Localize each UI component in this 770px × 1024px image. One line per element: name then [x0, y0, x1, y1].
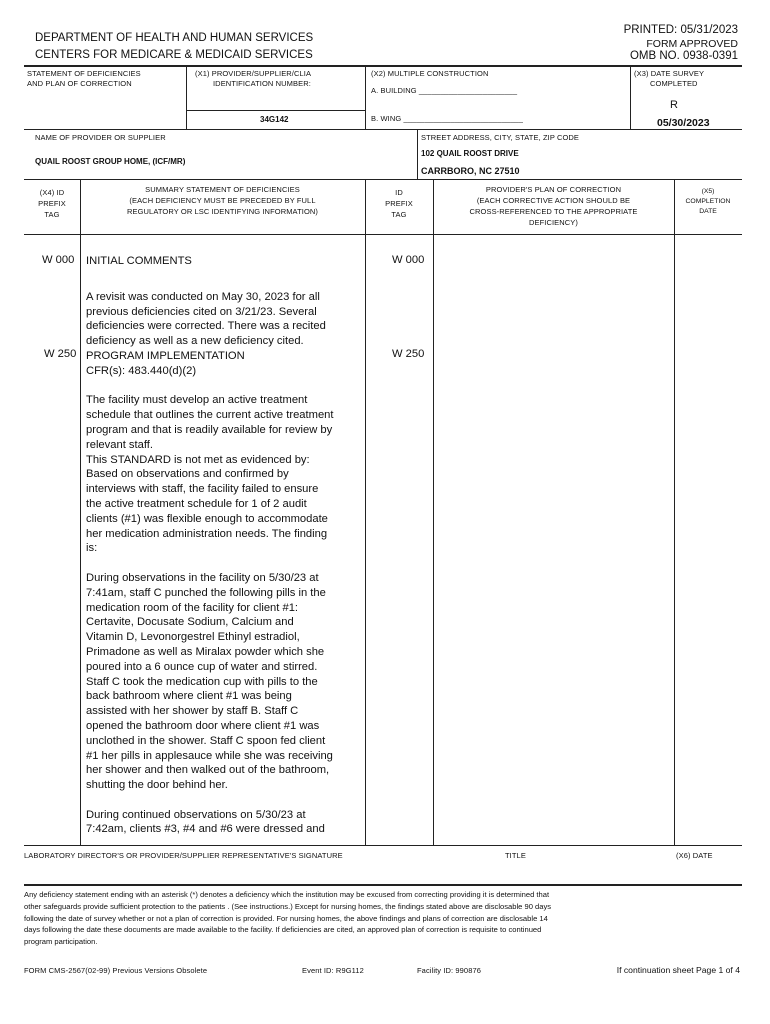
body-line: her shower and then walked out of the bathroom,	[86, 764, 330, 777]
col-plan-line-3: CROSS-REFERENCED TO THE APPROPRIATE	[469, 207, 638, 216]
facility-id: Facility ID: 990876	[417, 966, 482, 975]
body-blank-line	[86, 379, 362, 394]
body-line: shutting the door behind her.	[86, 779, 228, 792]
omb-number: OMB NO. 0938-0391	[629, 50, 738, 62]
body-line: her medication administration needs. The finding	[86, 527, 328, 540]
body-line: clients (#1) was flexible enough to accommodate	[86, 512, 328, 525]
x3-label-1: (X3) DATE SURVEY	[634, 69, 705, 78]
agency-line-2: CENTERS FOR MEDICARE & MEDICAID SERVICES	[35, 49, 313, 61]
tag-w250-left: W 250	[44, 348, 77, 360]
col-x4-line-3: TAG	[44, 210, 60, 219]
x3-letter: R	[670, 99, 678, 111]
body-line: Vitamin D, Levonorgestrel Ethinyl estradiol,	[86, 631, 300, 644]
col-line-2	[365, 179, 366, 845]
rule-signature	[24, 884, 742, 886]
date-label: (X6) DATE	[676, 851, 713, 860]
provider-name: QUAIL ROOST GROUP HOME, (ICF/MR)	[35, 157, 186, 166]
rule-provider	[24, 179, 742, 180]
body-line: assisted with her shower by staff B. Staff C	[86, 705, 299, 718]
col-summary-header	[80, 184, 365, 217]
disclaimer-line: days following the date these documents are made available to the facility. If deficiencies are cited, an approved plan of correction is requisite to continued	[24, 925, 542, 935]
body-blank-line	[86, 556, 362, 571]
title-label: TITLE	[505, 851, 526, 860]
body-line: #1 her pills in applesauce while she was receiving	[86, 749, 333, 762]
x2-label: (X2) MULTIPLE CONSTRUCTION	[371, 69, 489, 78]
col-x4-header	[24, 187, 80, 220]
body-line: schedule that outlines the current active treatment	[86, 409, 334, 422]
provider-name-label: NAME OF PROVIDER OR SUPPLIER	[35, 133, 166, 142]
body-line: the active treatment schedule for 1 of 2 audit	[86, 497, 307, 510]
col-summary-line-2: (EACH DEFICIENCY MUST BE PRECEDED BY FULL	[129, 196, 316, 205]
col-x4-line-1: (X4) ID	[39, 188, 65, 197]
body-line: Based on observations and confirmed by	[86, 468, 289, 481]
col-x5-line-3: DATE	[699, 208, 717, 215]
street-address: 102 QUAIL ROOST DRIVE	[421, 149, 519, 158]
body-line: INITIAL COMMENTS	[86, 255, 192, 267]
printed-date: PRINTED: 05/31/2023	[623, 24, 738, 36]
body-line: back bathroom where client #1 was being	[86, 690, 292, 703]
col-summary-line-3: REGULATORY OR LSC IDENTIFYING INFORMATION)	[126, 207, 319, 216]
col-line-1	[80, 179, 81, 845]
body-line: interviews with staff, the facility failed to ensure	[86, 483, 319, 496]
body-line: poured into a 6 ounce cup of water and stirred.	[86, 660, 318, 673]
tag-w000-right: W 000	[392, 254, 425, 266]
disclaimer-line: Any deficiency statement ending with an asterisk (*) denotes a deficiency which the institution may be excused from correcting providing it is determined that	[24, 890, 550, 899]
divider-provider	[417, 129, 418, 179]
body-line: PROGRAM IMPLEMENTATION	[86, 349, 245, 362]
divider-x3	[630, 65, 631, 129]
body-line: During observations in the facility on 5/30/23 at	[86, 571, 319, 584]
form-approved: FORM APPROVED	[646, 38, 738, 50]
col-id-line-2: PREFIX	[385, 199, 413, 208]
col-x5-line-2: COMPLETION	[685, 198, 731, 205]
body-line: Certavite, Docusate Sodium, Calcium and	[86, 616, 294, 629]
col-x4-line-2: PREFIX	[38, 199, 66, 208]
wing-label: B. WING ____________________________	[371, 114, 524, 123]
col-summary-line-1: SUMMARY STATEMENT OF DEFICIENCIES	[145, 185, 300, 194]
body-line: A revisit was conducted on May 30, 2023 for all	[86, 290, 320, 303]
x3-date: 05/30/2023	[657, 117, 710, 129]
body-line: deficiencies were corrected. There was a recited	[86, 320, 326, 333]
signature-label: LABORATORY DIRECTOR'S OR PROVIDER/SUPPLIER REPRESENTATIVE'S SIGNATURE	[24, 851, 343, 860]
disclaimer-line: program participation.	[24, 937, 98, 947]
body-line: During continued observations on 5/30/23 at	[86, 808, 306, 821]
disclaimer-text	[24, 889, 744, 948]
col-plan-header	[433, 184, 674, 228]
body-line: CFR(s): 483.440(d)(2)	[86, 364, 197, 377]
col-x5-header	[674, 187, 742, 217]
col-id-line-1: ID	[395, 188, 403, 197]
body-line: This STANDARD is not met as evidenced by:	[86, 453, 310, 466]
col-plan-line-1: PROVIDER'S PLAN OF CORRECTION	[485, 185, 622, 194]
building-label: A. BUILDING _______________________	[371, 86, 518, 95]
divider-x2	[365, 65, 366, 129]
body-line: program and that is readily available for review by	[86, 423, 333, 436]
col-id-line-3: TAG	[391, 210, 407, 219]
col-id-header	[365, 187, 433, 220]
x1-label-1: (X1) PROVIDER/SUPPLIER/CLIA	[195, 69, 312, 78]
col-plan-line-4: DEFICIENCY)	[528, 218, 579, 227]
divider-x1	[186, 65, 187, 129]
agency-line-1: DEPARTMENT OF HEALTH AND HUMAN SERVICES	[35, 32, 314, 44]
col-line-3	[433, 179, 434, 845]
body-blank-line	[86, 269, 362, 290]
body-line: opened the bathroom door where client #1 was	[86, 719, 320, 732]
rule-table-bottom	[24, 845, 742, 846]
statement-label-2: AND PLAN OF CORRECTION	[27, 79, 132, 88]
form-number: FORM CMS-2567(02-99) Previous Versions Obsolete	[24, 966, 208, 975]
body-blank-line	[86, 793, 362, 808]
body-line: medication room of the facility for client #1:	[86, 601, 299, 614]
city-state-zip: CARRBORO, NC 27510	[421, 166, 520, 176]
col-plan-line-2: (EACH CORRECTIVE ACTION SHOULD BE	[476, 196, 631, 205]
body-line: unclothed in the shower. Staff C spoon fed client	[86, 734, 326, 747]
tag-w250-right: W 250	[392, 348, 425, 360]
body-line: Staff C took the medication cup with pills to the	[86, 675, 318, 688]
disclaimer-line: other safeguards provide sufficient protection to the patients . (See instructions.) Except for nursing homes, the findings stated above are disclosable 90 days	[24, 901, 552, 911]
x1-label-2: IDENTIFICATION NUMBER:	[213, 79, 311, 88]
body-line: Primadone as well as Miralax powder which she	[86, 645, 325, 658]
body-line: is:	[86, 542, 98, 555]
x1-value: 34G142	[260, 115, 289, 124]
body-line: The facility must develop an active treatment	[86, 394, 308, 407]
body-line: relevant staff.	[86, 438, 153, 451]
body-line: previous deficiencies cited on 3/21/23. Several	[86, 305, 317, 318]
col-x5-line-1: (X5)	[701, 188, 715, 195]
address-label: STREET ADDRESS, CITY, STATE, ZIP CODE	[421, 133, 580, 142]
body-line: 7:42am, clients #3, #4 and #6 were dressed and	[86, 823, 325, 836]
body-line: 7:41am, staff C punched the following pills in the	[86, 586, 326, 599]
x3-label-2: COMPLETED	[650, 79, 698, 88]
rule-col-headers	[24, 234, 742, 235]
disclaimer-line: following the date of survey whether or not a plan of correction is provided. For nursing homes, the above findings and plans of correction are disclosable 14	[24, 913, 548, 923]
statement-label-1: STATEMENT OF DEFICIENCIES	[27, 69, 141, 78]
col-line-4	[674, 179, 675, 845]
continuation-page: If continuation sheet Page 1 of 4	[616, 965, 740, 975]
rule-id-block	[24, 129, 742, 130]
top-rule	[24, 65, 742, 67]
tag-w000-left: W 000	[42, 254, 75, 266]
body-line: deficiency as well as a new deficiency cited.	[86, 335, 304, 348]
divider-x1-sub	[186, 110, 365, 111]
deficiency-text	[86, 254, 362, 837]
event-id: Event ID: R9G112	[302, 966, 364, 975]
